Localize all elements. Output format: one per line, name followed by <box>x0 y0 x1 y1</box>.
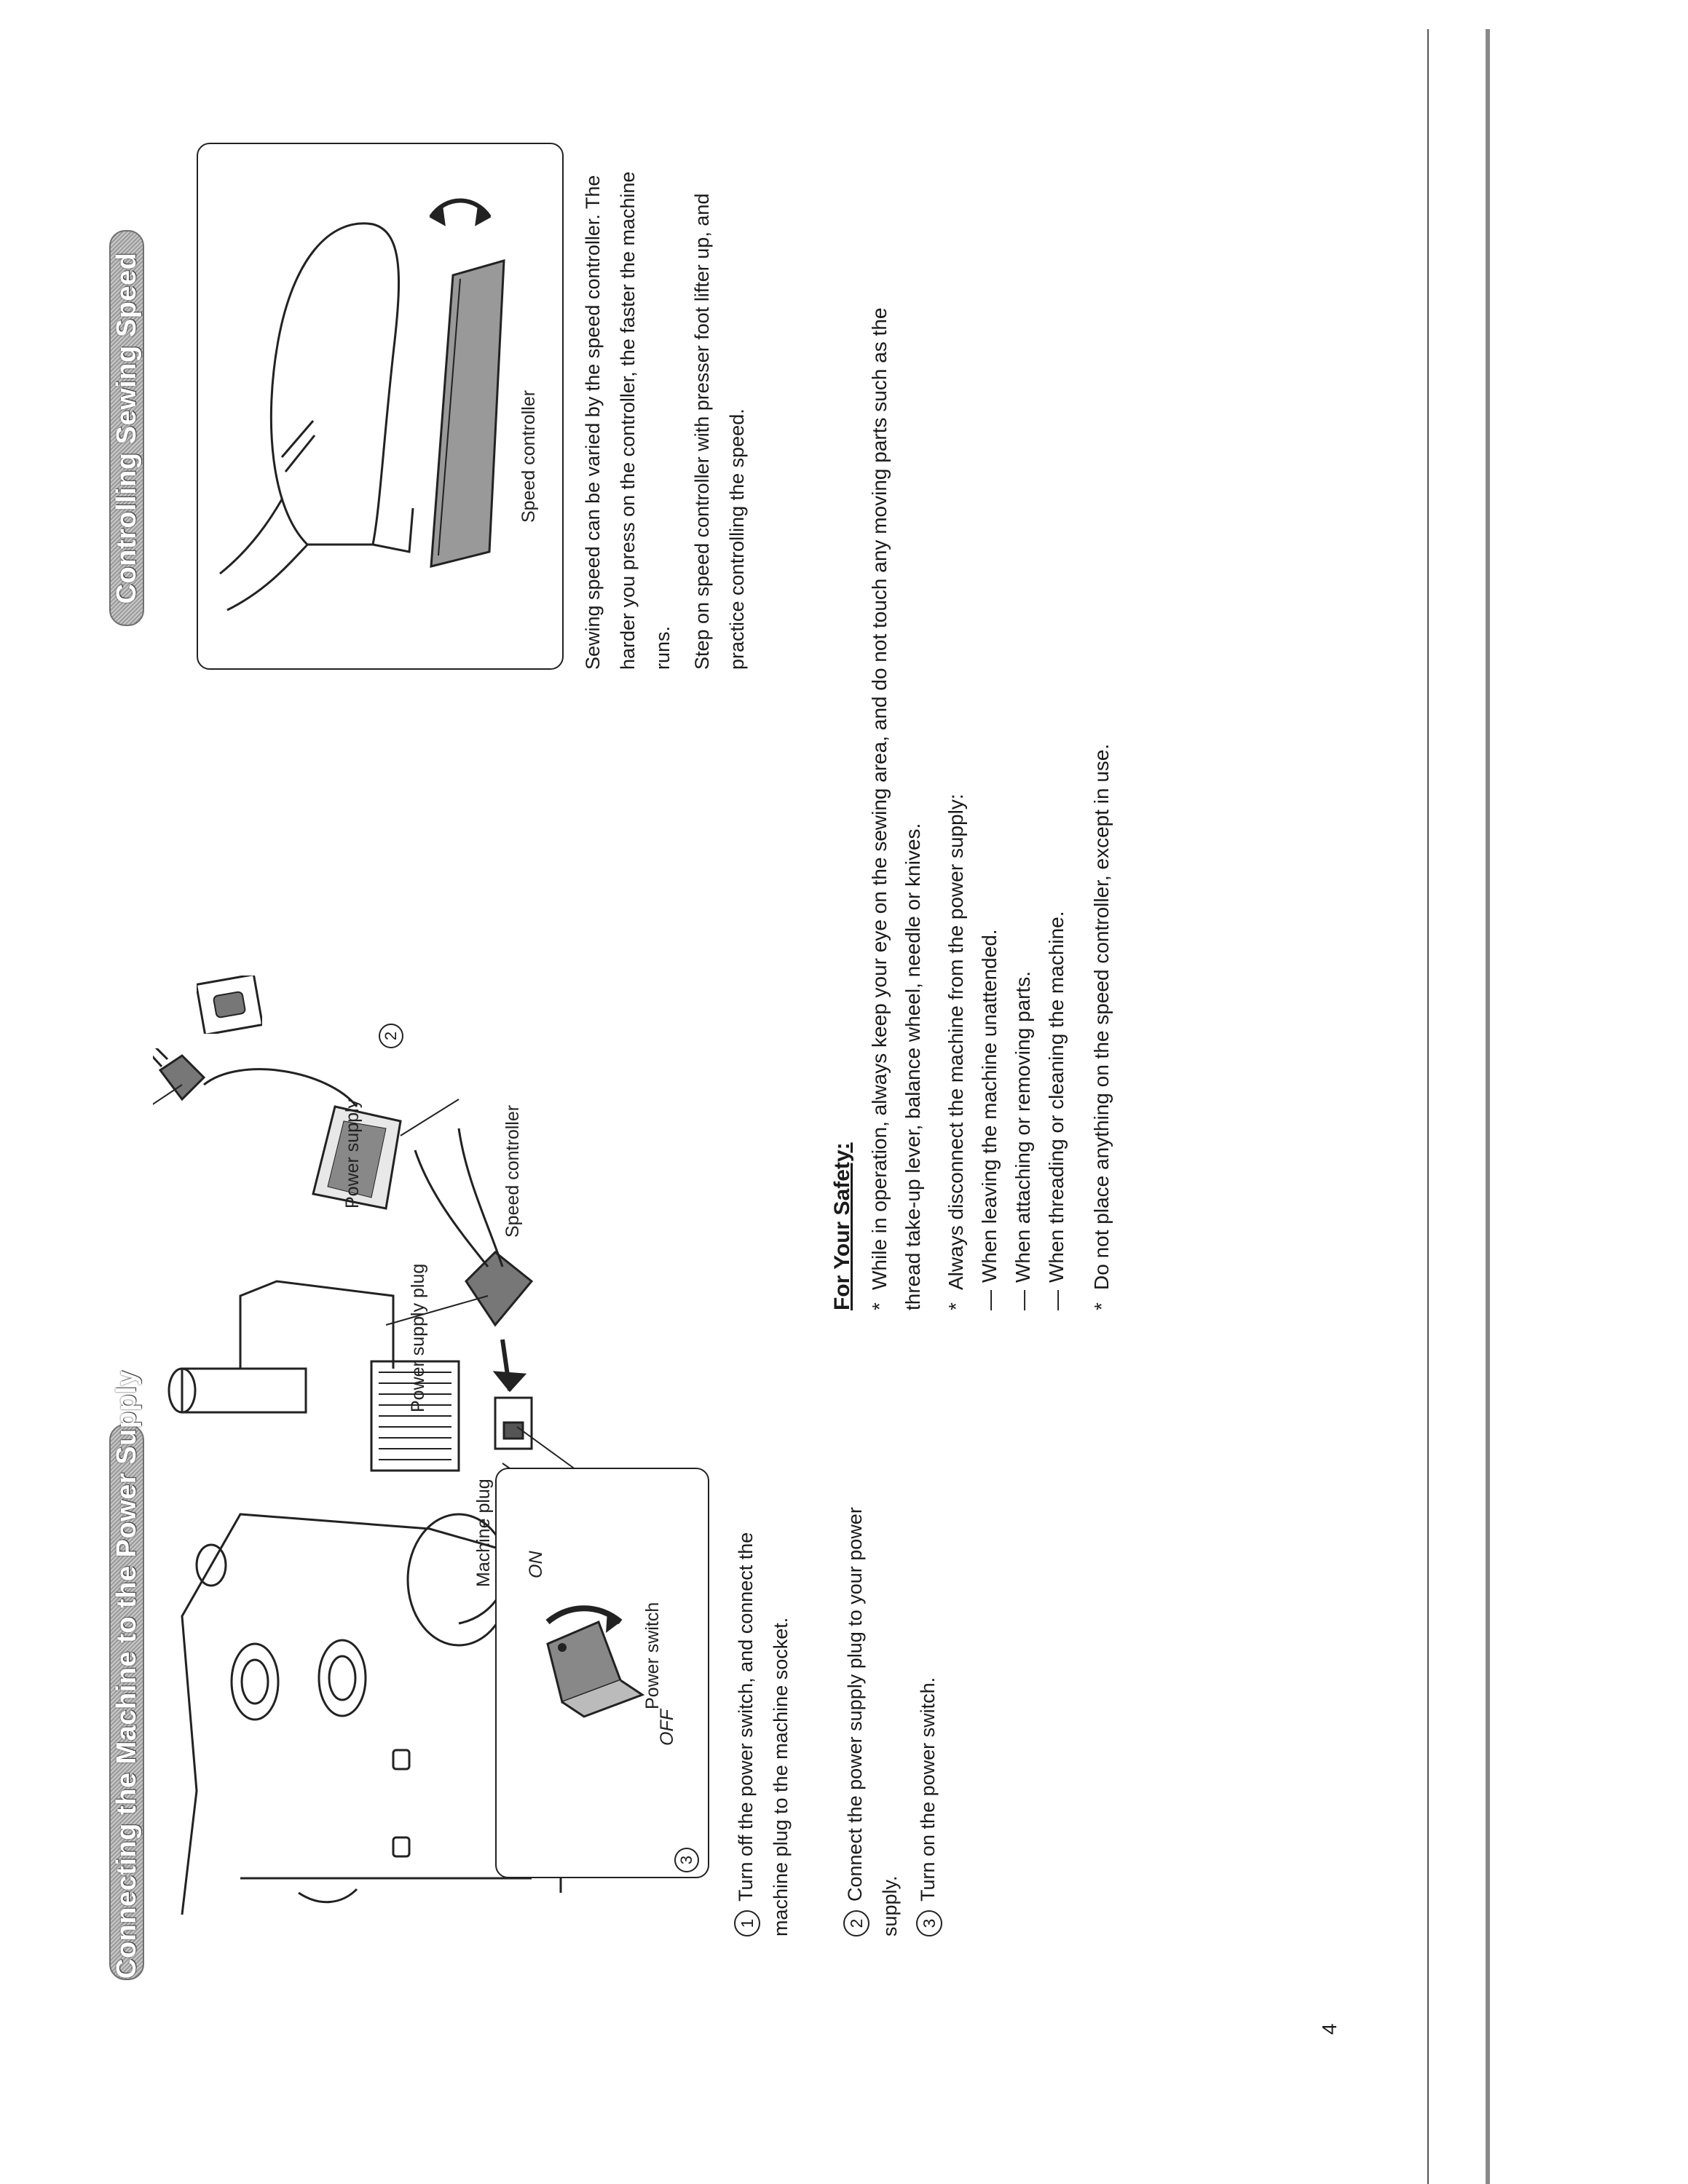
step-2 <box>837 1456 907 1936</box>
safety-bullet-1-text: While in operation, always keep your eye on the sewing area, and do not touch any moving parts such as the thread take-up lever, balance wheel, needle or knives. <box>868 307 924 1310</box>
step-2-text: Connect the power supply plug to your power supply. <box>844 1507 901 1936</box>
step-1-number: 1 <box>734 1910 760 1936</box>
label-machine-plug: Machine plug <box>473 1479 494 1587</box>
power-switch-inset <box>495 1468 709 1878</box>
safety-bullet-2-text: Always disconnect the machine from the power supply: <box>944 794 967 1290</box>
inset-badge: 3 <box>674 1848 699 1872</box>
foot-on-pedal-illustration <box>213 159 533 654</box>
safety-sub-2-text: When attaching or removing parts. <box>1011 971 1034 1283</box>
safety-sub-3-text: When threading or cleaning the machine. <box>1045 911 1068 1283</box>
speed-controller-figure <box>197 143 564 670</box>
inset-on-label: ON <box>526 1551 546 1578</box>
speed-paragraph-2: Step on speed controller with presser foot lifter up, and practice controlling the speed. <box>691 193 748 670</box>
safety-sub-3 <box>1040 911 1073 1310</box>
binding-shadow <box>1486 29 1490 2184</box>
label-speed-controller: Speed controller <box>502 1104 523 1238</box>
safety-sub-1-text: When leaving the machine unattended. <box>978 929 1001 1283</box>
step-3-text: Turn on the power switch. <box>917 1677 939 1902</box>
inset-caption: Power switch <box>642 1602 663 1709</box>
dash-mark: — <box>1045 1290 1068 1310</box>
bullet-star: * <box>868 1302 891 1310</box>
page-number: 4 <box>1318 2023 1341 2035</box>
section-title-sewing-speed: Controlling Sewing Speed <box>109 230 144 626</box>
safety-bullet-2 <box>939 262 973 1310</box>
scan-edge-line <box>1427 29 1429 2184</box>
safety-sub-1 <box>973 929 1006 1310</box>
step-1 <box>728 1456 798 1936</box>
rocker-switch-icon <box>518 1600 650 1731</box>
dash-mark: — <box>1011 1290 1034 1310</box>
wall-outlet-illustration <box>197 976 262 1034</box>
safety-bullet-1 <box>863 262 930 1310</box>
step-3-number: 3 <box>916 1910 942 1936</box>
safety-bullet-3 <box>1085 262 1119 1310</box>
step-1-text: Turn off the power switch, and connect the machine plug to the machine socket. <box>735 1532 792 1936</box>
label-power-supply-plug: Power supply plug <box>408 1263 428 1412</box>
callout-2: 2 <box>379 1024 403 1048</box>
safety-title: For Your Safety: <box>830 1142 854 1310</box>
speed-paragraph-1: Sewing speed can be varied by the speed controller. The harder you press on the controller, the faster the machine runs. <box>582 171 674 670</box>
step-2-number: 2 <box>843 1910 869 1936</box>
inset-off-label: OFF <box>657 1709 677 1746</box>
dash-mark: — <box>978 1290 1001 1310</box>
safety-sub-2 <box>1006 971 1040 1310</box>
step-3 <box>910 1456 945 1936</box>
safety-bullet-3-text: Do not place anything on the speed controller, except in use. <box>1090 743 1113 1290</box>
bullet-star: * <box>944 1302 967 1310</box>
figure-caption: Speed controller <box>518 389 539 523</box>
bullet-star: * <box>1090 1302 1113 1310</box>
section-title-power-supply: Connecting the Machine to the Power Supply <box>109 1424 144 1980</box>
label-power-supply: Power supply <box>342 1099 363 1208</box>
